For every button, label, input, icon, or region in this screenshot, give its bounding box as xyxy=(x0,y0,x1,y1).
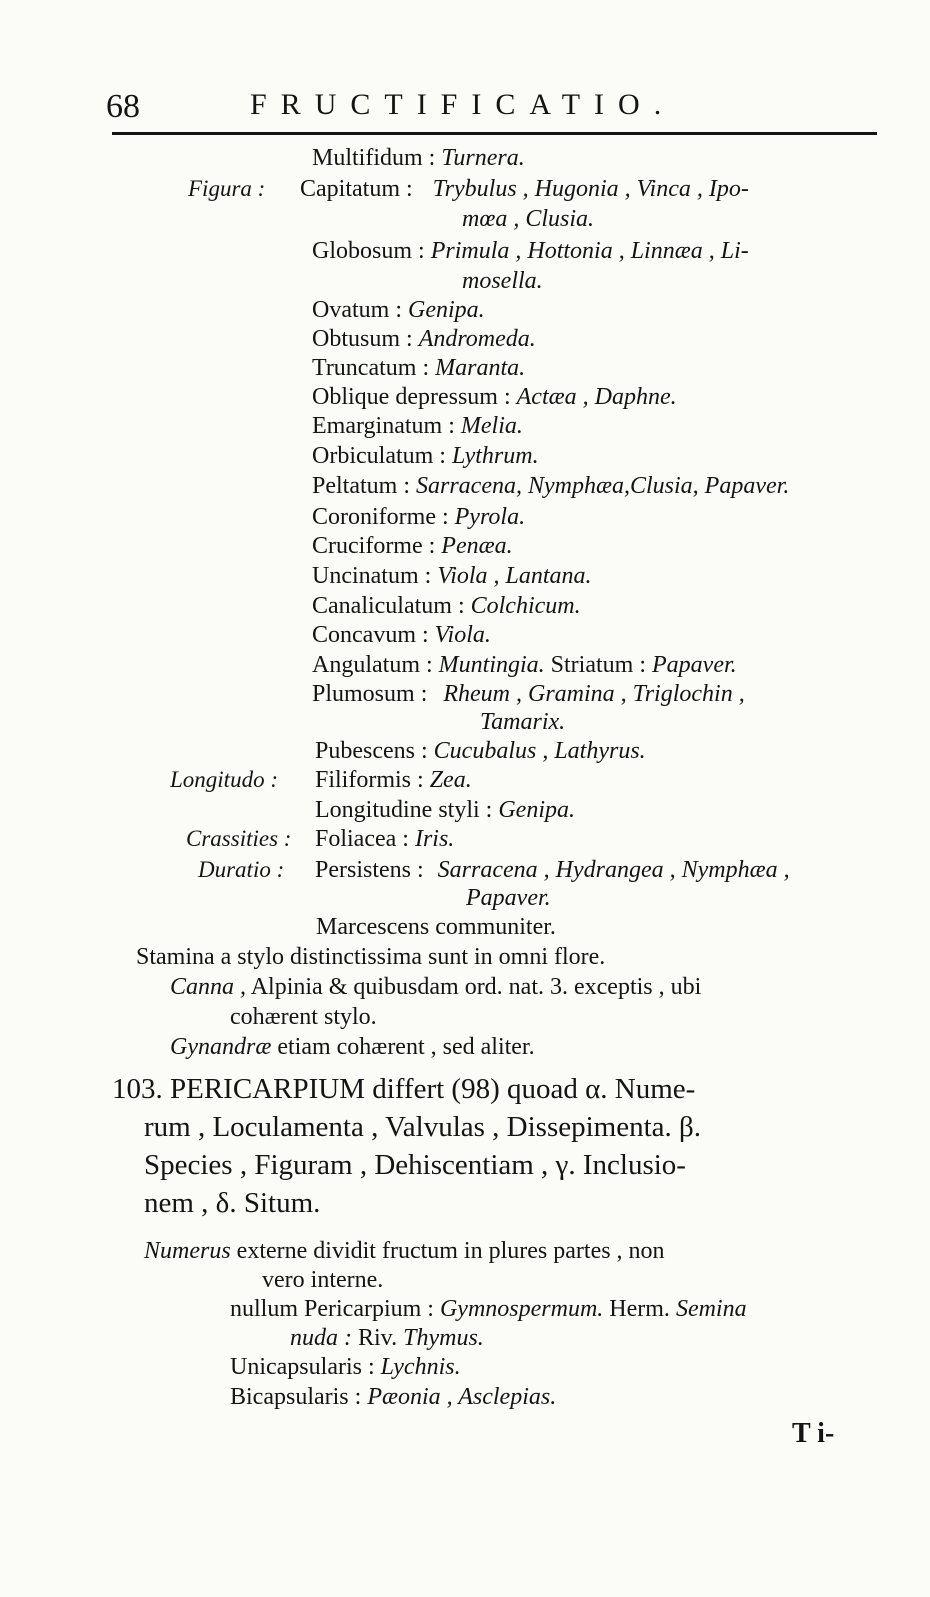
key-longitudo: Longitudo : xyxy=(170,767,278,792)
numerus-line-4: nuda : Riv. Thymus. xyxy=(290,1325,484,1351)
numerus-line-3: nullum Pericarpium : Gymnospermum. Herm. Semina xyxy=(230,1296,747,1322)
list-item: Papaver. xyxy=(466,885,551,911)
list-item: Uncinatum : Viola , Lantana. xyxy=(312,563,592,589)
section-103-line-1: 103. PERICARPIUM differt (98) quoad α. Nume- xyxy=(112,1073,696,1105)
list-item: Ovatum : Genipa. xyxy=(312,297,485,323)
list-item: Coroniforme : Pyrola. xyxy=(312,504,526,530)
page-header xyxy=(100,88,880,136)
section-103-line-4: nem , δ. Situm. xyxy=(144,1187,321,1219)
list-item: Cruciforme : Penæa. xyxy=(312,533,513,559)
list-item: Plumosum : Rheum , Gramina , Triglochin , xyxy=(312,681,745,707)
stamina-line-4: Gynandræ etiam cohærent , sed aliter. xyxy=(170,1034,535,1060)
header-rule xyxy=(112,132,877,135)
list-item: mœa , Clusia. xyxy=(462,206,595,232)
list-item: Filiformis : Zea. xyxy=(315,767,472,793)
striatum-label: Striatum : xyxy=(550,652,646,678)
running-title: FRUCTIFICATIO. xyxy=(250,88,676,121)
key-figura: Figura : xyxy=(188,176,266,201)
numerus-line-2: vero interne. xyxy=(262,1267,384,1293)
list-item: Angulatum : Muntingia. Striatum : Papaver. xyxy=(312,652,737,678)
numerus-line-5: Unicapsularis : Lychnis. xyxy=(230,1354,461,1380)
list-item: Multifidum : Turnera. xyxy=(312,145,525,171)
numerus-line-1: Numerus externe dividit fructum in plures partes , non xyxy=(144,1238,665,1264)
list-item: Obtusum : Andromeda. xyxy=(312,326,536,352)
list-item: Globosum : Primula , Hottonia , Linnæa , Li- xyxy=(312,238,749,264)
stamina-line-2: Canna , Alpinia & quibusdam ord. nat. 3. exceptis , ubi xyxy=(170,974,702,1000)
list-item: Oblique depressum : Actæa , Daphne. xyxy=(312,384,677,410)
list-item: Marcescens communiter. xyxy=(316,914,556,940)
stamina-line-1: Stamina a stylo distinctissima sunt in omni flore. xyxy=(136,944,606,970)
list-item: Orbiculatum : Lythrum. xyxy=(312,443,539,469)
striatum-genus: Papaver. xyxy=(652,652,737,678)
list-item: Persistens : Sarracena , Hydrangea , Nymphæa , xyxy=(315,857,790,883)
stamina-line-3: cohærent stylo. xyxy=(230,1004,377,1030)
page-number: 68 xyxy=(106,88,140,125)
list-item: Concavum : Viola. xyxy=(312,622,491,648)
section-103-line-2: rum , Loculamenta , Valvulas , Dissepimenta. β. xyxy=(144,1111,702,1143)
list-item: Capitatum : Trybulus , Hugonia , Vinca , Ipo- xyxy=(300,176,749,202)
list-item: Truncatum : Maranta. xyxy=(312,355,526,381)
list-item: Canaliculatum : Colchicum. xyxy=(312,593,581,619)
key-crassities: Crassities : xyxy=(186,826,292,851)
numerus-line-6: Bicapsularis : Pæonia , Asclepias. xyxy=(230,1384,557,1410)
list-item: Peltatum : Sarracena, Nymphæa,Clusia, Papaver. xyxy=(312,473,790,499)
list-item: Foliacea : Iris. xyxy=(315,826,455,852)
list-item: Longitudine styli : Genipa. xyxy=(315,797,575,823)
list-item: Pubescens : Cucubalus , Lathyrus. xyxy=(315,738,646,764)
catchword: T i- xyxy=(792,1418,835,1449)
list-item: mosella. xyxy=(462,268,543,294)
key-duratio: Duratio : xyxy=(198,857,285,882)
list-item: Emarginatum : Melia. xyxy=(312,413,523,439)
list-item: Tamarix. xyxy=(480,709,566,735)
section-103-line-3: Species , Figuram , Dehiscentiam , γ. Inclusio- xyxy=(144,1149,686,1181)
